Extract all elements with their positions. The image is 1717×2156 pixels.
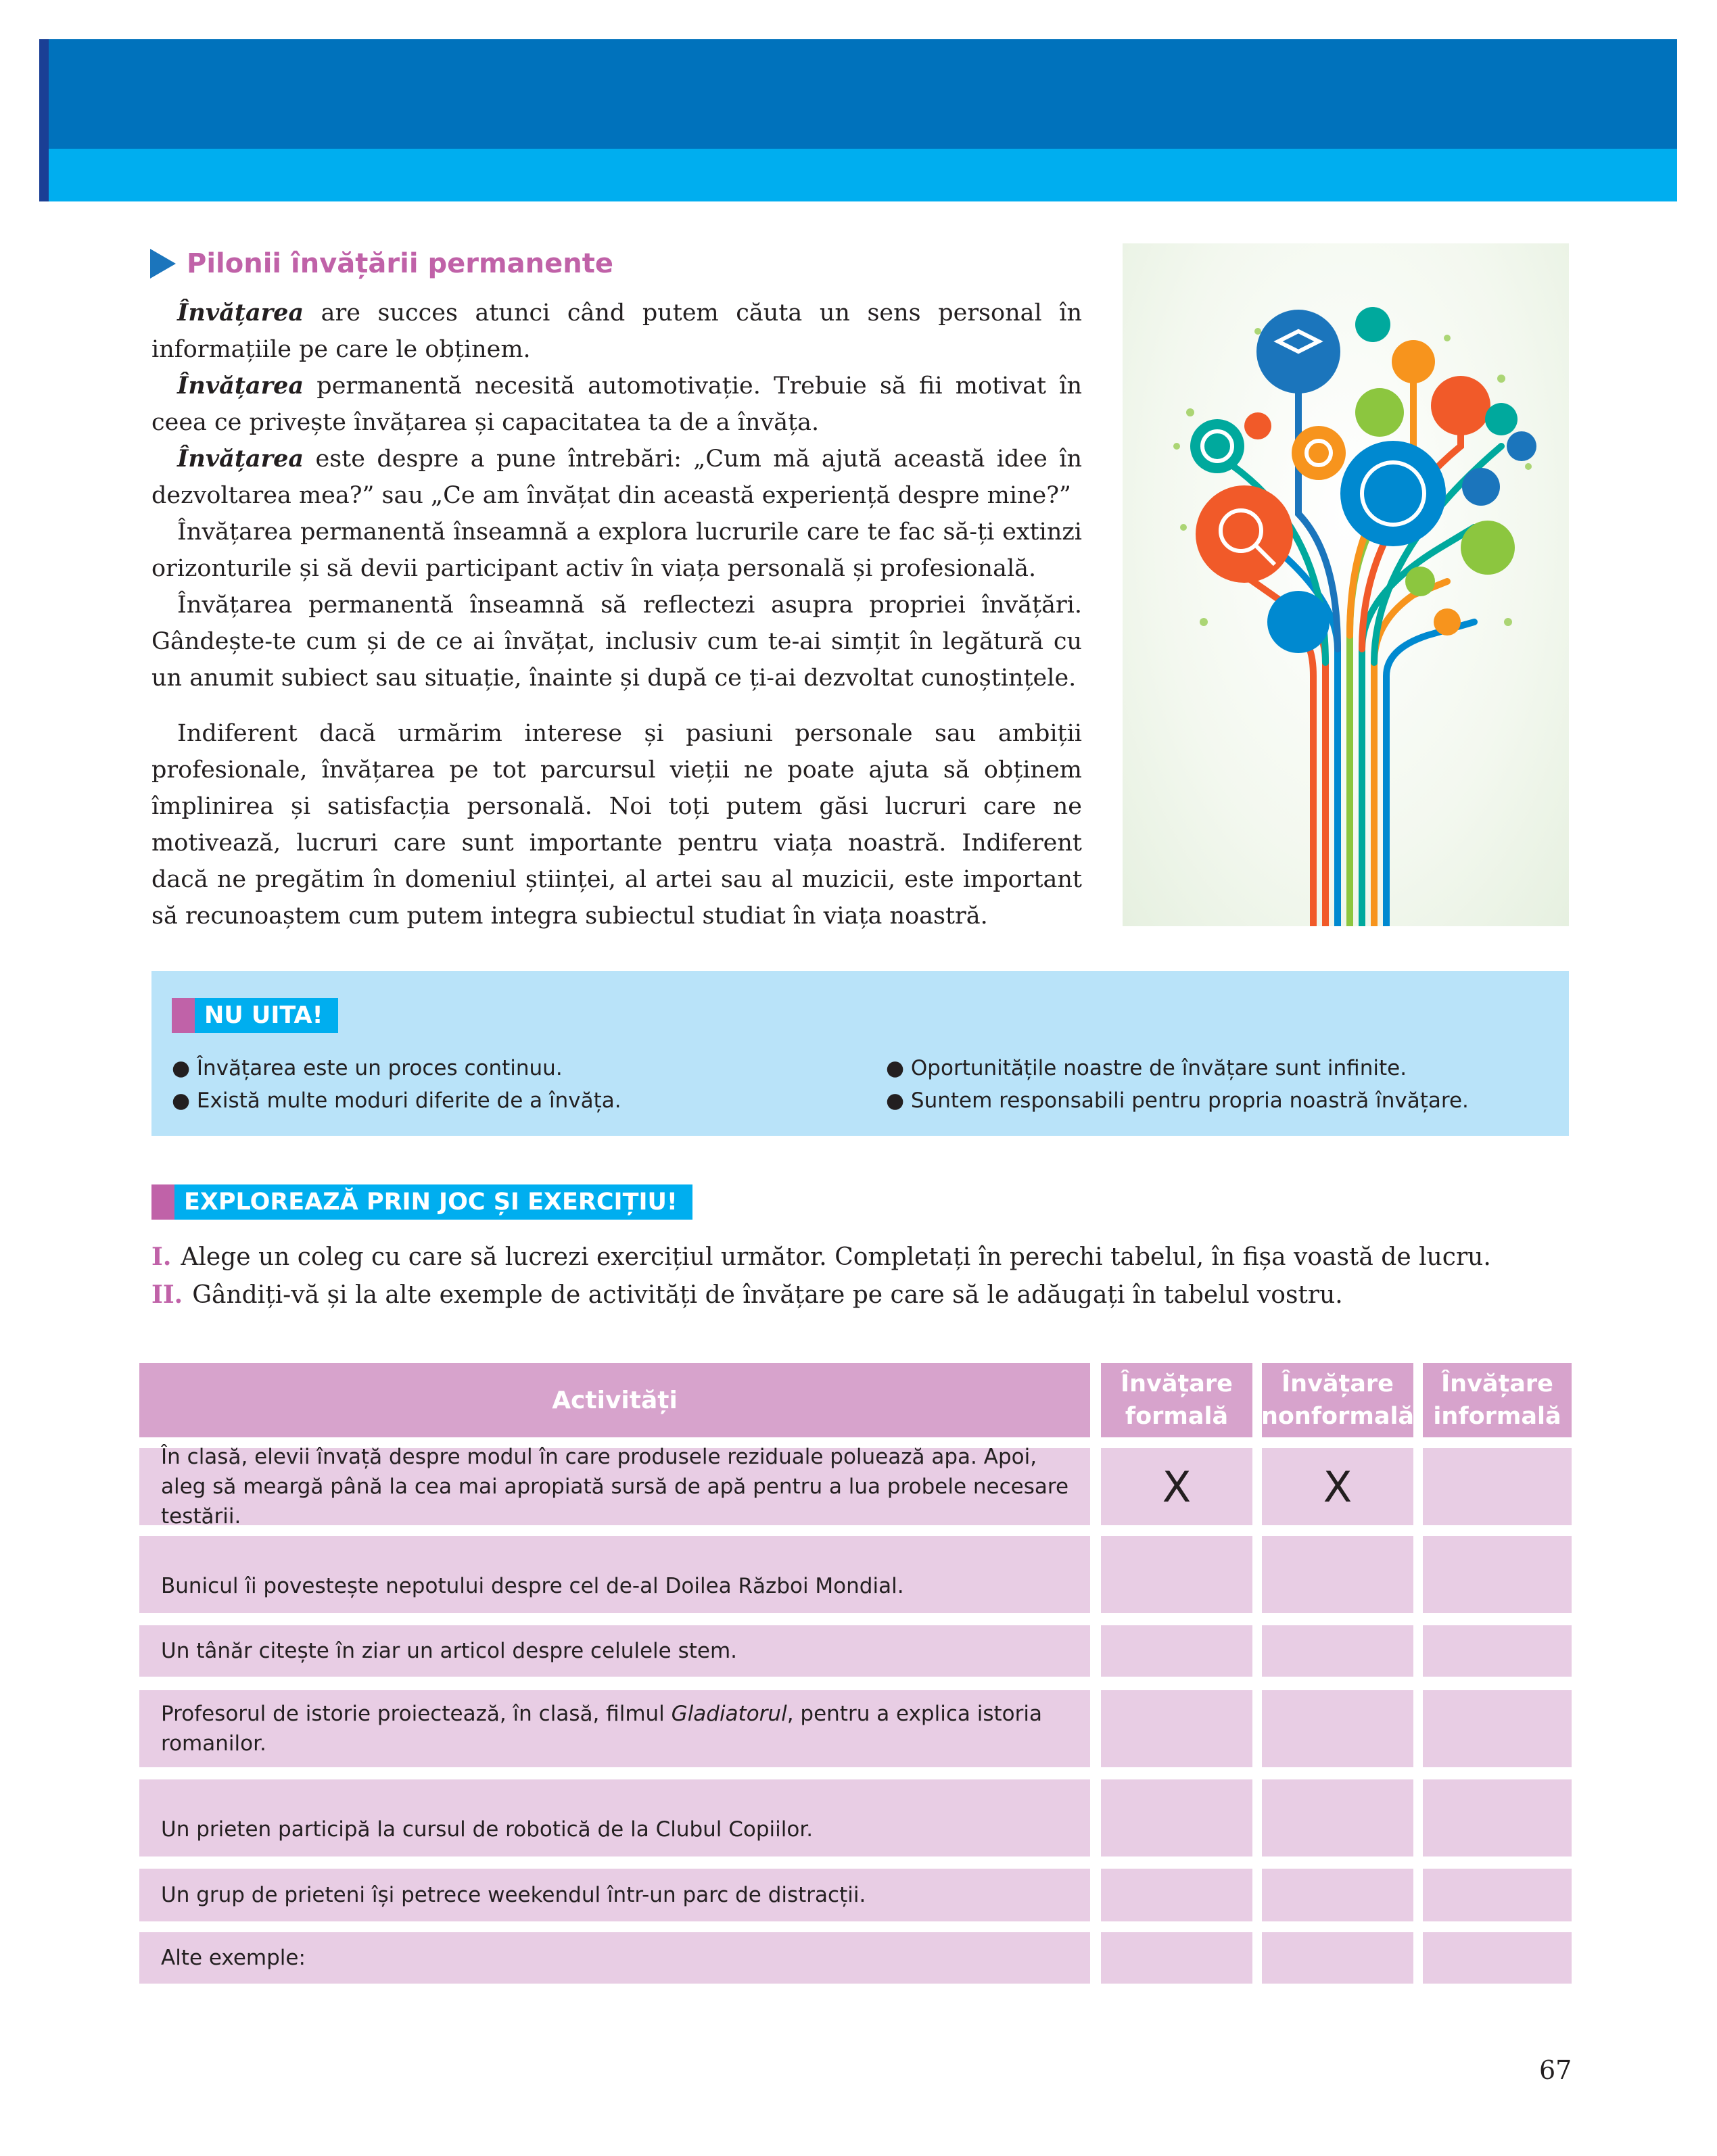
learning-tree-illustration	[1123, 243, 1569, 926]
cell-nonformal[interactable]	[1262, 1536, 1413, 1613]
explore-label: EXPLOREAZĂ PRIN JOC ȘI EXERCIȚIU!	[174, 1184, 692, 1220]
exercise-item	[151, 1239, 1491, 1276]
cell-formal[interactable]	[1101, 1536, 1252, 1613]
tree-icon	[1123, 243, 1569, 926]
paragraph: Indiferent dacă urmărim interese și pasiuni personale sau ambiții profesionale, învățarea pe tot parcursul vieții ne poate ajuta să obținem împlinirea și satisfacția personală. Noi toți putem găsi lucruri care ne motivează, lucruri care sunt importante pentru viața noastră. Indiferent dacă ne pregătim în domeniul științei, al artei sau al muzicii, este important să recunoaștem cum putem integra subiectul studiat în viața noastră.	[151, 720, 1082, 930]
exercise-number: II.	[151, 1280, 183, 1309]
table-header-formal: Învățare formală	[1101, 1363, 1252, 1437]
cell-formal[interactable]	[1101, 1932, 1252, 1984]
table-header-informal: Învățare informală	[1423, 1363, 1572, 1437]
table-row-activity: Alte exemple:	[139, 1932, 1090, 1984]
table-row-activity	[139, 1690, 1090, 1767]
cell-informal[interactable]	[1423, 1448, 1572, 1525]
triangle-bullet-icon	[150, 249, 176, 279]
reminder-item: ● Oportunitățile noastre de învățare sunt infinite.	[886, 1056, 1407, 1080]
cell-formal[interactable]	[1101, 1869, 1252, 1921]
cell-formal[interactable]	[1101, 1690, 1252, 1767]
table-header-activities: Activități	[139, 1363, 1090, 1437]
table-row-activity: În clasă, elevii învață despre modul în care produsele reziduale poluează apa. Apoi, aleg să meargă până la cea mai apropiată sursă de apă pentru a lua probele necesare testării.	[139, 1448, 1090, 1525]
section-heading	[150, 243, 613, 284]
reminder-label: NU UITA!	[195, 998, 338, 1033]
cell-formal[interactable]: X	[1101, 1448, 1252, 1525]
cell-informal[interactable]	[1423, 1625, 1572, 1677]
exercise-text: Gândiți-vă și la alte exemple de activități de învățare pe care să le adăugați în tabelul vostru.	[192, 1281, 1343, 1309]
cell-nonformal[interactable]	[1262, 1932, 1413, 1984]
paragraph: Învățarea permanentă înseamnă să reflectezi asupra propriei învățări. Gândește-te cum și de ce ai învățat, inclusiv cum te-ai simțit în legătură cu un anumit subiect sau situație, înainte și după ce ți-ai dezvoltat cunoștințele.	[151, 592, 1082, 692]
header-band-dark	[39, 39, 1677, 149]
cell-nonformal[interactable]	[1262, 1779, 1413, 1856]
reminder-item: ● Învățarea este un proces continuu.	[172, 1056, 563, 1080]
explore-tag	[151, 1184, 692, 1220]
cell-informal[interactable]	[1423, 1779, 1572, 1856]
cell-formal[interactable]	[1101, 1625, 1252, 1677]
activity-text: Profesorul de istorie proiectează, în clasă, filmul Gladiatorul, pentru a explica istoria romanilor.	[161, 1702, 1042, 1756]
cell-nonformal[interactable]	[1262, 1869, 1413, 1921]
paragraph: Învățarea este despre a pune întrebări: „Cum mă ajută această idee în dezvoltarea mea?” sau „Ce am învățat din această experiență despre mine?”	[151, 445, 1082, 509]
cell-nonformal[interactable]: X	[1262, 1448, 1413, 1525]
table-row-activity: Bunicul îi povestește nepotului despre cel de-al Doilea Război Mondial.	[139, 1536, 1090, 1613]
cell-informal[interactable]	[1423, 1932, 1572, 1984]
tag-marker	[151, 1184, 174, 1220]
cell-formal[interactable]	[1101, 1779, 1252, 1856]
cell-nonformal[interactable]	[1262, 1625, 1413, 1677]
page-number: 67	[1539, 2055, 1572, 2085]
exercise-text: Alege un coleg cu care să lucrezi exercițiul următor. Completați în perechi tabelul, în fișa voastă de lucru.	[181, 1243, 1491, 1271]
exercise-number: I.	[151, 1243, 172, 1271]
section-title: Pilonii învățării permanente	[187, 248, 613, 279]
cell-nonformal[interactable]	[1262, 1690, 1413, 1767]
paragraph: Învățarea permanentă înseamnă a explora lucrurile care te fac să-ți extinzi orizonturile și să devii participant activ în viața personală și profesională.	[151, 519, 1082, 582]
header-band-light	[39, 149, 1677, 201]
reminder-tag	[172, 998, 338, 1033]
reminder-item: ● Există multe moduri diferite de a învăța.	[172, 1088, 621, 1113]
paragraph: Învățarea permanentă necesită automotivație. Trebuie să fii motivat în ceea ce privește învățarea și capacitatea ta de a învăța.	[151, 372, 1082, 436]
header-spine	[39, 39, 49, 201]
reminder-item: ● Suntem responsabili pentru propria noastră învățare.	[886, 1088, 1469, 1113]
cell-informal[interactable]	[1423, 1690, 1572, 1767]
table-header-nonformal: Învățare nonformală	[1262, 1363, 1413, 1437]
cell-informal[interactable]	[1423, 1869, 1572, 1921]
intro-paragraphs	[151, 295, 1082, 696]
table-row-activity: Un prieten participă la cursul de robotică de la Clubul Copiilor.	[139, 1779, 1090, 1856]
table-row-activity: Un tânăr citește în ziar un articol despre celulele stem.	[139, 1625, 1090, 1677]
tag-marker	[172, 998, 195, 1033]
table-row-activity: Un grup de prieteni își petrece weekendul într-un parc de distracții.	[139, 1869, 1090, 1921]
extra-paragraph	[151, 715, 1082, 934]
paragraph: Învățarea are succes atunci când putem căuta un sens personal în informațiile pe care le obținem.	[151, 299, 1082, 363]
exercise-item	[151, 1276, 1343, 1314]
cell-informal[interactable]	[1423, 1536, 1572, 1613]
